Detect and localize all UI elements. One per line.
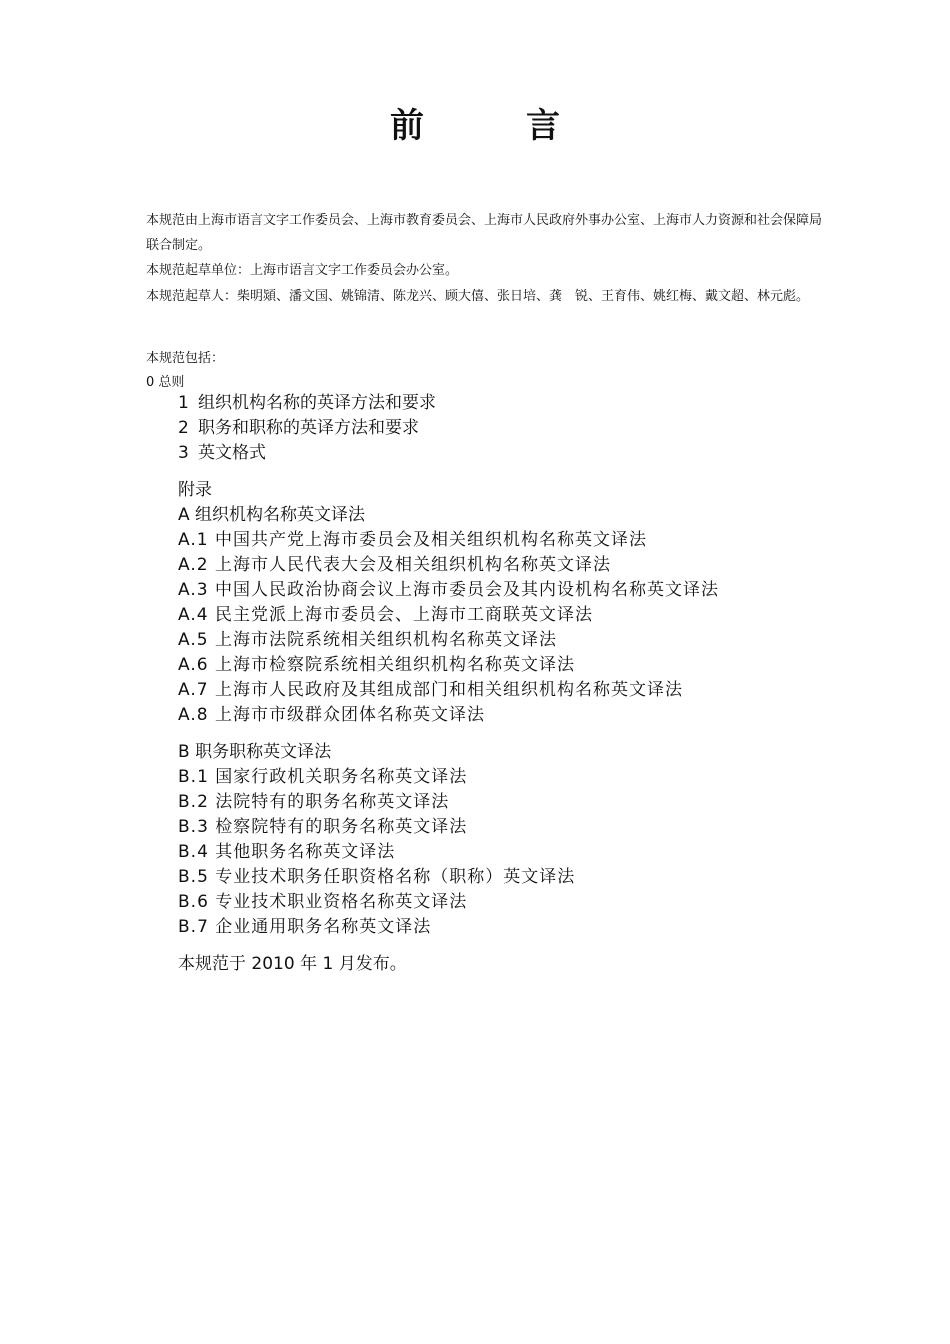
toc-chapter-number: 3: [178, 443, 189, 463]
page-title: 前 言: [390, 106, 594, 146]
appendix-item: A.7 上海市人民政府及其组成部门和相关组织机构名称英文译法: [178, 680, 683, 700]
appendix-item: A.6 上海市检察院系统相关组织机构名称英文译法: [178, 655, 575, 675]
intro-paragraph-drafters: 本规范起草人：柴明熲、潘文国、姚锦清、陈龙兴、顾大僖、张日培、龚 锐、王育伟、姚红梅、戴文超、林元彪。: [146, 289, 810, 304]
toc-chapter-number: 2: [178, 418, 189, 438]
toc-general: 0 总则: [146, 375, 185, 390]
appendix-item: A.3 中国人民政治协商会议上海市委员会及其内设机构名称英文译法: [178, 580, 719, 600]
appendix-item: B.1 国家行政机关职务名称英文译法: [178, 767, 468, 787]
appendix-item: B.5 专业技术职务任职资格名称（职称）英文译法: [178, 867, 576, 887]
toc-chapter-number: 1: [178, 393, 189, 413]
appendix-section-b-title: B 职务职称英文译法: [178, 742, 332, 762]
toc-chapter-item: [178, 391, 436, 416]
appendix-list: [178, 478, 719, 940]
appendix-item: B.3 检察院特有的职务名称英文译法: [178, 817, 468, 837]
appendix-item: A.1 中国共产党上海市委员会及相关组织机构名称英文译法: [178, 530, 647, 550]
toc-chapter-item: [178, 416, 436, 441]
appendix-section-a-title: A 组织机构名称英文译法: [178, 505, 366, 525]
toc-chapter-title: 组织机构名称的英译方法和要求: [198, 393, 436, 413]
release-statement: 本规范于 2010 年 1 月发布。: [178, 954, 407, 974]
intro-paragraph-drafting-unit: 本规范起草单位：上海市语言文字工作委员会办公室。: [146, 263, 459, 278]
appendix-item: A.2 上海市人民代表大会及相关组织机构名称英文译法: [178, 555, 611, 575]
toc-chapter-title: 职务和职称的英译方法和要求: [198, 418, 419, 438]
toc-chapters: [178, 391, 436, 466]
appendix-item: B.6 专业技术职业资格名称英文译法: [178, 892, 468, 912]
appendix-heading: 附录: [178, 480, 212, 500]
appendix-item: A.8 上海市市级群众团体名称英文译法: [178, 705, 485, 725]
intro-paragraph-authors: 本规范由上海市语言文字工作委员会、上海市教育委员会、上海市人民政府外事办公室、上海市人力资源和社会保障局联合制定。: [146, 213, 823, 253]
toc-chapter-title: 英文格式: [198, 443, 266, 463]
appendix-item: A.4 民主党派上海市委员会、上海市工商联英文译法: [178, 605, 593, 625]
appendix-item: B.7 企业通用职务名称英文译法: [178, 917, 432, 937]
appendix-item: B.2 法院特有的职务名称英文译法: [178, 792, 450, 812]
appendix-item: B.4 其他职务名称英文译法: [178, 842, 396, 862]
toc-chapter-item: [178, 441, 436, 466]
appendix-item: A.5 上海市法院系统相关组织机构名称英文译法: [178, 630, 557, 650]
intro-paragraph-contents: 本规范包括：: [146, 351, 225, 366]
